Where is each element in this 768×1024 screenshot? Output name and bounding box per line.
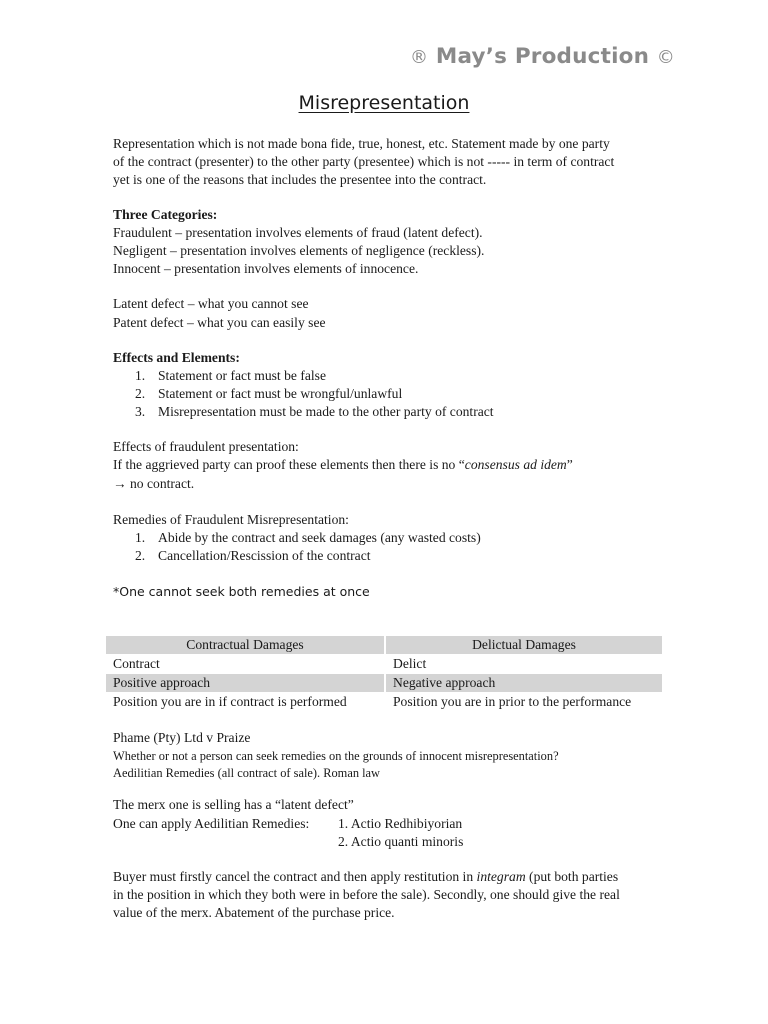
table-cell: Contract [113, 656, 160, 671]
merx-remedy-2: 2. Actio quanti minoris [338, 834, 464, 849]
registered-symbol: ® [410, 47, 429, 68]
case-name: Phame (Pty) Ltd v Praize [113, 730, 251, 745]
intro-line-3: yet is one of the reasons that includes the presentee into the contract. [113, 172, 487, 187]
patent-defect: Patent defect – what you can easily see [113, 315, 326, 330]
arrow-right-icon: → [113, 476, 127, 491]
page-header [410, 44, 675, 69]
table-cell: Position you are in if contract is performed [113, 694, 347, 709]
table-row [106, 674, 662, 692]
table-header-contractual: Contractual Damages [106, 636, 384, 654]
buyer-line-1: Buyer must firstly cancel the contract and then apply restitution in integram (put both parties [113, 869, 619, 884]
table-cell: Positive approach [106, 674, 384, 692]
table-header-delictual: Delictual Damages [386, 636, 662, 654]
category-fraudulent: Fraudulent – presentation involves elements of fraud (latent defect). [113, 225, 483, 240]
table-row [106, 655, 662, 673]
effects-item-3: 3. Misrepresentation must be made to the other party of contract [135, 404, 494, 419]
page-title-wrap [0, 92, 768, 114]
effects-item-2: 2. Statement or fact must be wrongful/unlawful [135, 386, 403, 401]
merx-remedies-label: One can apply Aedilitian Remedies: [113, 816, 310, 831]
case-question: Whether or not a person can seek remedies on the grounds of innocent misrepresentation? [113, 749, 559, 763]
category-innocent: Innocent – presentation involves elements of innocence. [113, 261, 419, 276]
buyer-line-3: value of the merx. Abatement of the purchase price. [113, 905, 395, 920]
category-negligent: Negligent – presentation involves elements of negligence (reckless). [113, 243, 485, 258]
merx-remedy-1: 1. Actio Redhibiyorian [338, 816, 463, 831]
effects-heading: Effects and Elements: [113, 350, 240, 365]
table-header-row [106, 636, 662, 654]
intro-line-2: of the contract (presenter) to the other party (presentee) which is not ----- in term of contract [113, 154, 615, 169]
latent-defect: Latent defect – what you cannot see [113, 296, 309, 311]
table-cell: Negative approach [386, 674, 662, 692]
remedies-note: *One cannot seek both remedies at once [113, 584, 370, 599]
damages-table [106, 635, 662, 712]
intro-line-1: Representation which is not made bona fide, true, honest, etc. Statement made by one party [113, 136, 610, 151]
remedies-heading: Remedies of Fraudulent Misrepresentation: [113, 512, 349, 527]
effects-item-1: 1. Statement or fact must be false [135, 368, 326, 383]
buyer-line-2: in the position in which they both were in before the sale). Secondly, one should give the real [113, 887, 620, 902]
fraud-effects-consensus: If the aggrieved party can proof these elements then there is no “consensus ad idem” [113, 457, 573, 472]
table-row [106, 693, 662, 711]
no-contract-line: → no contract. [113, 476, 195, 491]
header-text: May’s Production [435, 44, 650, 69]
fraud-effects-line: Effects of fraudulent presentation: [113, 439, 299, 454]
remedies-item-2: 2. Cancellation/Rescission of the contract [135, 548, 371, 563]
remedies-item-1: 1. Abide by the contract and seek damages (any wasted costs) [135, 530, 481, 545]
table-cell: Delict [393, 656, 427, 671]
case-aedilitian: Aedilitian Remedies (all contract of sale). Roman law [113, 766, 380, 780]
page-title: Misrepresentation [298, 92, 470, 114]
categories-heading: Three Categories: [113, 207, 218, 222]
merx-line: The merx one is selling has a “latent defect” [113, 797, 354, 812]
copyright-symbol: © [656, 47, 675, 68]
table-cell: Position you are in prior to the performance [393, 694, 632, 709]
